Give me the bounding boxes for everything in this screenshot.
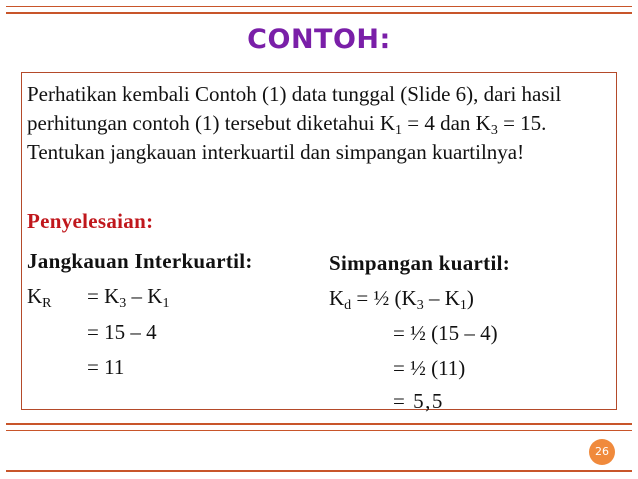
- qd-result: = 5,5: [393, 389, 444, 413]
- intro-paragraph: Perhatikan kembali Contoh (1) data tunggal (Slide 6), dari hasil perhitungan contoh (1) tersebut diketahui $K_1 = 4$ dan $K_3 = 15$. Tentukan jangkauan interkuartil dan simpangan kuartilnya!: [27, 82, 562, 164]
- page-number-badge: 26: [589, 439, 615, 465]
- qd-step-3: = ½ (11): [393, 356, 466, 380]
- slide-title: CONTOH:: [247, 24, 391, 55]
- bottom-rule-2: [6, 430, 632, 431]
- qd-step-2: = ½ (15 – 4): [393, 321, 498, 345]
- qd-heading: Simpangan kuartil:: [329, 251, 511, 275]
- bottom-rule-3: [6, 470, 632, 472]
- top-rule-2: [6, 12, 632, 14]
- bottom-rule-1: [6, 423, 632, 425]
- iqr-formula: $K_R$: [27, 284, 52, 311]
- top-rule-1: [6, 6, 632, 7]
- iqr-result: = 11: [87, 355, 125, 379]
- iqr-formula-rhs: = $K_3 - K_1$: [87, 284, 170, 311]
- iqr-heading: Jangkauan Interkuartil:: [27, 249, 253, 273]
- iqr-step-2: = 15 – 4: [87, 320, 157, 344]
- qd-formula: $K_d$ = ½ $(K_3 - K_1)$: [329, 286, 474, 313]
- solution-heading: Penyelesaian:: [27, 209, 154, 233]
